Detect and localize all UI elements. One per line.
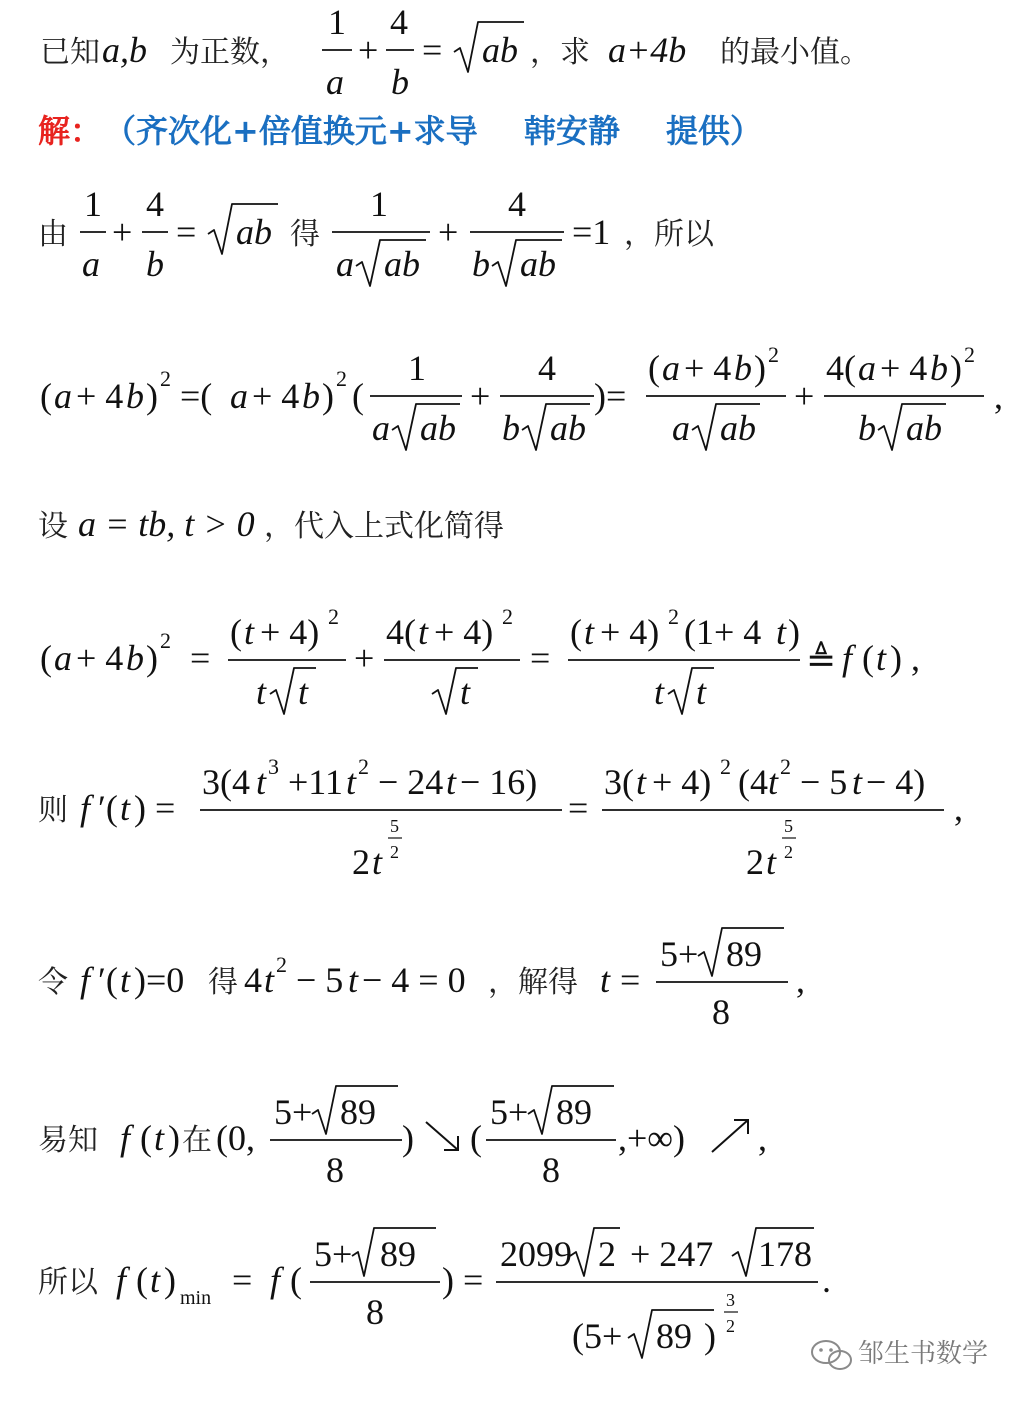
solution-provider: 提供） [666, 112, 763, 150]
svg-text:ab: ab [720, 408, 756, 448]
svg-text:a: a [672, 408, 690, 448]
svg-text:t: t [776, 612, 787, 652]
svg-text:=: = [190, 638, 211, 678]
svg-text:2: 2 [160, 366, 171, 391]
svg-text:(: ( [470, 1118, 482, 1158]
svg-text:a: a [54, 376, 72, 416]
svg-text:a: a [336, 244, 354, 284]
svg-text:2: 2 [784, 842, 793, 862]
svg-text:(: ( [40, 638, 52, 678]
svg-text:+ 4: + 4 [252, 376, 300, 416]
svg-text:3: 3 [268, 754, 279, 779]
svg-text:5+: 5+ [660, 934, 699, 974]
svg-text:8: 8 [542, 1150, 560, 1190]
svg-text:t: t [244, 612, 255, 652]
svg-text:5+: 5+ [274, 1092, 313, 1132]
problem-line [0, 0, 1023, 110]
svg-text:a: a [326, 62, 344, 102]
svg-text:89: 89 [726, 934, 762, 974]
svg-text:): ) [788, 612, 800, 652]
svg-text:): ) [402, 1118, 414, 1158]
svg-text:1: 1 [84, 184, 102, 224]
svg-text:): ) [146, 376, 158, 416]
svg-text:(: ( [230, 612, 242, 652]
svg-text:=: = [422, 30, 443, 70]
svg-text:t: t [460, 672, 471, 712]
svg-text:a: a [372, 408, 390, 448]
decreasing-arrow-icon [426, 1122, 458, 1150]
svg-text:): ) [146, 638, 158, 678]
svg-text:)=0: )=0 [134, 960, 185, 1000]
svg-text:4: 4 [538, 348, 556, 388]
problem-vars: a,b [102, 30, 147, 70]
svg-text:+: + [112, 212, 133, 252]
svg-text:t: t [120, 788, 131, 828]
svg-text:2: 2 [160, 628, 171, 653]
svg-text:b: b [734, 348, 752, 388]
step-3 [0, 500, 1023, 550]
svg-text:+ 4): + 4) [260, 612, 320, 652]
problem-text-end: 的最小值。 [720, 35, 870, 70]
svg-text:t: t [298, 672, 309, 712]
svg-text:2: 2 [328, 604, 339, 629]
svg-text:): ) [704, 1316, 716, 1356]
svg-text:+: + [794, 376, 815, 416]
watermark [0, 1330, 1023, 1380]
svg-text:): ) [164, 1260, 176, 1300]
svg-text:5: 5 [784, 816, 793, 836]
svg-text:4(: 4( [826, 348, 856, 388]
svg-text:t: t [600, 960, 611, 1000]
svg-text:ab: ab [420, 408, 456, 448]
svg-text:,: , [954, 788, 963, 828]
svg-text:(: ( [648, 348, 660, 388]
svg-text:): ) [754, 348, 766, 388]
formula-4-over-b [386, 2, 414, 102]
svg-text:5+: 5+ [314, 1234, 353, 1274]
svg-text:) =: ) = [134, 788, 176, 828]
svg-text:t: t [150, 1260, 161, 1300]
svg-text:+: + [438, 212, 459, 252]
svg-text:2: 2 [668, 604, 679, 629]
svg-text:− 5: − 5 [800, 762, 848, 802]
svg-text:t: t [418, 612, 429, 652]
step-7 [0, 1080, 1023, 1200]
svg-text:(1+ 4: (1+ 4 [684, 612, 762, 652]
svg-text:t: t [696, 672, 707, 712]
svg-text:t: t [256, 672, 267, 712]
svg-text:− 24: − 24 [378, 762, 444, 802]
problem-text-pre: 已知 [40, 35, 100, 70]
svg-text:8: 8 [366, 1292, 384, 1332]
svg-text:3(: 3( [604, 762, 634, 802]
svg-text:8: 8 [712, 992, 730, 1032]
svg-text:t: t [654, 672, 665, 712]
svg-text:3(4: 3(4 [202, 762, 250, 802]
svg-text:,: , [796, 960, 805, 1000]
svg-text:ab: ab [906, 408, 942, 448]
svg-text:b: b [858, 408, 876, 448]
svg-text:+11: +11 [288, 762, 343, 802]
svg-text:4: 4 [244, 960, 262, 1000]
svg-text:89: 89 [380, 1234, 416, 1274]
svg-text:− 5: − 5 [296, 960, 344, 1000]
step-5 [0, 750, 1023, 890]
svg-text:2: 2 [598, 1234, 616, 1274]
step6-pre: 令 [38, 965, 68, 1000]
svg-text:− 4): − 4) [866, 762, 926, 802]
svg-text:(4: (4 [738, 762, 768, 802]
svg-text:b: b [391, 62, 409, 102]
svg-text:2: 2 [276, 952, 287, 977]
problem-text-mid: 为正数， [170, 35, 290, 70]
svg-text:t: t [346, 762, 357, 802]
svg-text:f: f [120, 1118, 131, 1158]
svg-text:t: t [154, 1118, 165, 1158]
svg-text:4(: 4( [386, 612, 416, 652]
svg-text:(: ( [352, 376, 364, 416]
svg-text:=: = [176, 212, 197, 252]
svg-text:+ 4): + 4) [434, 612, 494, 652]
svg-text:t: t [256, 762, 267, 802]
sqrt-ab [454, 22, 524, 72]
svg-text:t: t [446, 762, 457, 802]
svg-text:2: 2 [780, 754, 791, 779]
svg-text:t: t [768, 762, 779, 802]
svg-text:5: 5 [390, 816, 399, 836]
svg-text:ab: ab [482, 30, 518, 70]
step1-pre: 由 [38, 217, 68, 252]
svg-text:2: 2 [390, 842, 399, 862]
svg-text:1: 1 [328, 2, 346, 42]
svg-text:b: b [302, 376, 320, 416]
problem-text-ask: ，求 [530, 35, 590, 70]
svg-text:t: t [876, 638, 887, 678]
svg-text:a: a [662, 348, 680, 388]
svg-text:ab: ab [236, 212, 272, 252]
svg-text:f: f [842, 638, 853, 678]
svg-text:a: a [54, 638, 72, 678]
svg-text:(: ( [570, 612, 582, 652]
step5-pre: 则 [38, 793, 68, 828]
svg-text:2: 2 [768, 342, 779, 367]
svg-text:≜: ≜ [806, 640, 837, 680]
step3-pre: 设 [38, 509, 68, 544]
svg-text:89: 89 [556, 1092, 592, 1132]
svg-text:4: 4 [508, 184, 526, 224]
step-6 [0, 920, 1023, 1040]
solution-note: （齐次化+倍值换元+求导 [104, 112, 478, 150]
svg-text:=: = [620, 960, 641, 1000]
svg-text:,: , [758, 1118, 767, 1158]
step7-pre: 易知 [38, 1123, 98, 1158]
svg-text:2099: 2099 [500, 1234, 572, 1274]
step6-mid: 得 [208, 965, 238, 1000]
svg-text:a: a [230, 376, 248, 416]
svg-text:t: t [264, 960, 275, 1000]
svg-text:− 16): − 16) [460, 762, 538, 802]
svg-text:+: + [358, 30, 379, 70]
svg-text:=(: =( [180, 376, 213, 416]
svg-text:4: 4 [390, 2, 408, 42]
svg-text:89: 89 [340, 1092, 376, 1132]
svg-text:+ 4: + 4 [684, 348, 732, 388]
svg-text:b: b [472, 244, 490, 284]
svg-text:3: 3 [726, 1290, 735, 1310]
svg-text:(: ( [136, 1260, 148, 1300]
svg-text:ab: ab [520, 244, 556, 284]
svg-text:ab: ab [550, 408, 586, 448]
solution-header [0, 108, 1023, 158]
step6-mid2: ，解得 [488, 965, 578, 1000]
svg-text:− 4 = 0: − 4 = 0 [362, 960, 466, 1000]
svg-text:178: 178 [758, 1234, 812, 1274]
svg-text:+ 4: + 4 [76, 376, 124, 416]
svg-text:2: 2 [746, 842, 764, 882]
svg-text:8: 8 [326, 1150, 344, 1190]
step-1 [0, 170, 1023, 290]
step7-in: 在 [182, 1123, 212, 1158]
svg-text:+ 4: + 4 [76, 638, 124, 678]
svg-text:t: t [348, 960, 359, 1000]
svg-text:.: . [822, 1260, 831, 1300]
svg-text:(: ( [40, 376, 52, 416]
step1-end: ，所以 [624, 217, 714, 252]
svg-text:2: 2 [720, 754, 731, 779]
svg-text:(: ( [140, 1118, 152, 1158]
svg-text:t: t [584, 612, 595, 652]
svg-text:min: min [180, 1287, 212, 1309]
svg-text:t: t [372, 842, 383, 882]
svg-text:5+: 5+ [490, 1092, 529, 1132]
svg-text:a: a [82, 244, 100, 284]
svg-text:(: ( [290, 1260, 302, 1300]
svg-text:b: b [126, 638, 144, 678]
svg-text:a: a [858, 348, 876, 388]
svg-text:2: 2 [964, 342, 975, 367]
svg-text:b: b [126, 376, 144, 416]
step3-cond: a = tb, t > 0 [78, 504, 255, 544]
svg-text:): ) [322, 376, 334, 416]
svg-text:1: 1 [408, 348, 426, 388]
svg-text:)=: )= [594, 376, 627, 416]
svg-text:2: 2 [358, 754, 369, 779]
svg-text:+ 4): + 4) [652, 762, 712, 802]
svg-text:b: b [930, 348, 948, 388]
svg-text:=: = [568, 788, 589, 828]
svg-text:t: t [766, 842, 777, 882]
svg-text:,+∞): ,+∞) [618, 1118, 685, 1158]
svg-text:2: 2 [352, 842, 370, 882]
step-4 [0, 600, 1023, 720]
svg-text:+ 4): + 4) [600, 612, 660, 652]
svg-text:b: b [146, 244, 164, 284]
svg-text:(5+: (5+ [572, 1316, 623, 1356]
step8-pre: 所以 [38, 1265, 98, 1300]
svg-text:′(: ′( [98, 960, 118, 1000]
step-2 [0, 340, 1023, 460]
svg-text:+: + [470, 376, 491, 416]
solution-author: 韩安静 [524, 112, 621, 150]
svg-text:(: ( [862, 638, 874, 678]
svg-text:=1: =1 [572, 212, 611, 252]
svg-text:=: = [232, 1260, 253, 1300]
problem-target: a+4b [608, 30, 687, 70]
svg-text:2: 2 [336, 366, 347, 391]
step1-mid: 得 [290, 217, 320, 252]
svg-text:t: t [120, 960, 131, 1000]
watermark-text: 邹生书数学 [858, 1339, 989, 1369]
svg-text:2: 2 [502, 604, 513, 629]
solution-label: 解： [38, 112, 103, 150]
increasing-arrow-icon [712, 1120, 748, 1152]
svg-text:+ 4: + 4 [880, 348, 928, 388]
svg-text:) ,: ) , [890, 638, 920, 678]
svg-text:t: t [636, 762, 647, 802]
svg-text:+: + [354, 638, 375, 678]
svg-text:f: f [116, 1260, 127, 1300]
svg-text:+ 247: + 247 [630, 1234, 714, 1274]
svg-text:4: 4 [146, 184, 164, 224]
svg-text:1: 1 [370, 184, 388, 224]
svg-text:t: t [852, 762, 863, 802]
svg-text:,: , [994, 376, 1003, 416]
svg-text:f: f [80, 960, 91, 1000]
step3-end: ，代入上式化简得 [264, 509, 504, 544]
svg-text:2: 2 [726, 1316, 735, 1336]
svg-text:) =: ) = [442, 1260, 484, 1300]
svg-text:f: f [270, 1260, 281, 1300]
svg-text:b: b [502, 408, 520, 448]
formula-1-over-a [322, 2, 352, 102]
wechat-icon [812, 1341, 851, 1369]
svg-text:=: = [530, 638, 551, 678]
svg-text:(0,: (0, [216, 1118, 255, 1158]
svg-text:): ) [168, 1118, 180, 1158]
svg-text:89: 89 [656, 1316, 692, 1356]
svg-text:): ) [950, 348, 962, 388]
svg-text:f: f [80, 788, 91, 828]
svg-text:′(: ′( [98, 788, 118, 828]
svg-text:ab: ab [384, 244, 420, 284]
